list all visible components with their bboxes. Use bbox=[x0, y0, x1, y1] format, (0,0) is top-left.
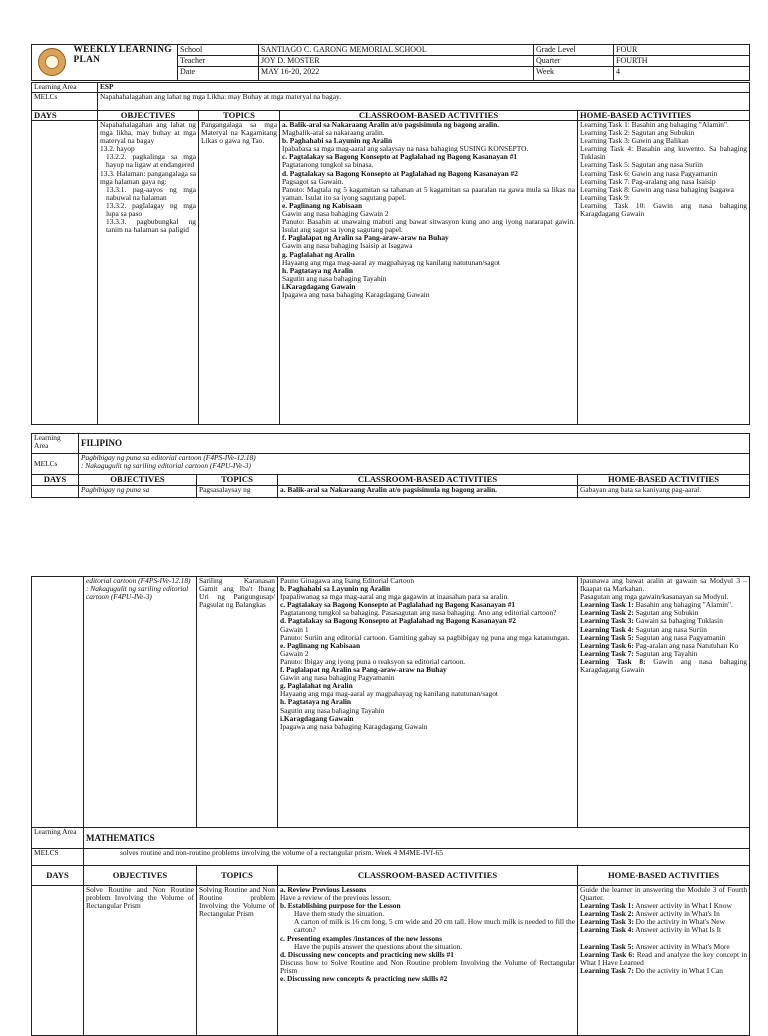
filipino-classroom-line-text: Gawain 2 bbox=[280, 648, 309, 658]
filipino-home-task-text: Ipaunawa ang bawat aralin at gawain sa Modyul 3 – Ikaapat na Markahan. bbox=[580, 576, 747, 594]
date-value: MAY 16-20, 2022 bbox=[259, 67, 534, 81]
esp-objective: Napahahalagahan ang lahat ng mga likha, may buhay at mga materyal na bagay bbox=[100, 120, 196, 146]
esp-objective: 13.2. hayop bbox=[100, 144, 135, 154]
filipino-home-task-label: Learning Task 2: bbox=[580, 608, 634, 618]
math-melc-label: MELCS bbox=[32, 849, 84, 866]
math-home-task bbox=[580, 886, 747, 902]
filipino-home-start: Gabayan ang bata sa kaniyang pag-aaral. bbox=[578, 486, 750, 498]
school-seal-logo bbox=[38, 48, 66, 76]
filipino-area-label: Learning Area bbox=[32, 434, 79, 454]
filipino-home-task-text: Sagutan ang Subukin bbox=[633, 608, 699, 618]
filipino-home-task-text: Pasagutan ang mga gawain/kasanayan sa Modyul. bbox=[580, 592, 729, 602]
math-classroom-line-text: b. Establishing purpose for the Lesson bbox=[280, 901, 401, 911]
filipino-classroom-line-text: c. Pagtalakay sa Bagong Konsepto at Paglalahad ng Bagong Kasanayan #1 bbox=[280, 600, 516, 610]
grade-level-label: Grade Level bbox=[534, 45, 614, 56]
esp-col-home: HOME-BASED ACTIVITIES bbox=[578, 111, 750, 121]
filipino-cont-topics: Sariling Karanasan Gamit ang Iba't Ibang Uri ng Pangungusap/ Pagsulat ng Balangkas bbox=[197, 577, 278, 828]
filipino-cont-classroom bbox=[278, 577, 578, 828]
filipino-classroom-line-text: Gawin ang nasa bahaging Pagyamanin bbox=[280, 673, 395, 683]
math-classroom-line bbox=[280, 975, 575, 983]
esp-classroom-line-text: i.Karagdagang Gawain bbox=[282, 281, 356, 291]
math-home-task-label: Learning Task 1: bbox=[580, 901, 634, 911]
esp-home-task: Learning Task 7: Pag-aralang ang nasa Isaisip bbox=[580, 176, 716, 186]
math-col-days: DAYS bbox=[32, 866, 84, 886]
esp-classroom-line-text: Hayaang ang mga mag-aaral ay magpahayag ng kanilang natutunan/sagot bbox=[282, 257, 500, 267]
esp-days-cell bbox=[32, 121, 98, 425]
math-home-task-label: Learning Task 6: bbox=[580, 949, 635, 959]
math-home-task-label: Learning Task 2: bbox=[580, 909, 634, 919]
math-classroom-line-text: a. Review Previous Lessons bbox=[280, 885, 367, 894]
math-home-task bbox=[580, 926, 747, 934]
filipino-home-task-label: Learning Task 1: bbox=[580, 600, 634, 610]
math-home-task-text: Answer activity in What's In bbox=[633, 909, 720, 919]
filipino-classroom-line-text: Panuto: Ibigay ang iyong puna o reaksyon sa editorial cartoon. bbox=[280, 656, 466, 666]
filipino-melc-2: : Nakagugulit ng sariling editorial cartoon (F4PU-IVe-3) bbox=[81, 461, 251, 471]
math-col-home: HOME-BASED ACTIVITIES bbox=[578, 866, 750, 886]
filipino-objective-start: Pagbibigay ng puna sa bbox=[79, 486, 197, 498]
esp-classroom-line bbox=[282, 291, 575, 299]
math-col-classroom: CLASSROOM-BASED ACTIVITIES bbox=[278, 866, 578, 886]
esp-home-task: Learning Task 1: Basahin ang bahaging "Alamin". bbox=[580, 120, 729, 129]
filipino-home-task-text: Sagutan ang nasa Suriin bbox=[633, 624, 707, 634]
esp-area-label: Learning Area bbox=[32, 83, 98, 93]
esp-classroom-line-text: f. Paglalapat ng Aralin sa Pang-araw-araw na Buhay bbox=[282, 233, 449, 243]
filipino-table bbox=[31, 433, 750, 498]
esp-objective: 13.3. Halaman: pangangalaga sa mga halaman gaya ng: bbox=[100, 168, 196, 186]
math-area-name: MATHEMATICS bbox=[84, 828, 750, 849]
esp-objective: 13.3.1. pag-aayos ng mga nabuwal na halaman bbox=[106, 184, 196, 202]
math-col-objectives: OBJECTIVES bbox=[84, 866, 197, 886]
plan-title: WEEKLY LEARNING PLAN bbox=[72, 45, 178, 81]
filipino-home-task-label: Learning Task 8: bbox=[580, 656, 646, 666]
filipino-home-task-text: Pag-aralan ang nasa Natutuhan Ko bbox=[633, 640, 739, 650]
esp-classroom-line bbox=[282, 218, 575, 234]
esp-classroom-line-text: Magbalik-aral sa nakaraang aralin. bbox=[282, 128, 385, 138]
filipino-melc-cell bbox=[79, 454, 750, 475]
math-topics-cell: Solving Routine and Non Routine problem Involving the Volume of Rectangular Prism bbox=[197, 886, 278, 1036]
math-classroom-line-text: Have the pupils answer the questions about the situation. bbox=[294, 941, 463, 951]
filipino-home-task-label: Learning Task 6: bbox=[580, 640, 634, 650]
esp-classroom-line-text: Panuto: Basahin at unawaing mabuti ang bawat sitwasyon kung ano ang iyong nararapat gawin. Isulat ang sagot sa iyong sagutang papel. bbox=[282, 217, 575, 235]
school-label: School bbox=[178, 45, 259, 56]
esp-classroom-line-text: h. Pagtataya ng Aralin bbox=[282, 265, 354, 275]
math-classroom-line-text: Discuss how to Solve Routine and Non Routine problem Involving the Volume of Rectangular Prism bbox=[280, 957, 575, 975]
esp-objective: 13.2.2. pagkalinga sa mga hayop na ligaw at endangered bbox=[106, 152, 196, 170]
teacher-value: JOY D. MOSTER bbox=[259, 56, 534, 67]
math-classroom-line-text: e. Discussing new concepts & practicing new skills #2 bbox=[280, 974, 448, 984]
filipino-classroom-line-text: Pagtatanong tungkol sa bahaging. Pasasagutan ang nasa bahaging. Ano ang editorial cartoon? bbox=[280, 608, 557, 618]
esp-col-topics: TOPICS bbox=[199, 111, 280, 121]
filipino-classroom-line-text: Ipagawa ang nasa bahaging Karagdagang Gawain bbox=[280, 721, 428, 731]
filipino-classroom-start: a. Balik-aral sa Nakaraang Aralin at/o pagsisimula ng bagong aralin. bbox=[278, 486, 578, 498]
esp-classroom-cell bbox=[280, 121, 578, 425]
filipino-classroom-line-text: Panuto: Suriin ang editorial cartoon. Gamiting gabay sa pagbibigay ng puna ang mga katanungan. bbox=[280, 632, 570, 642]
filipino-col-topics: TOPICS bbox=[197, 475, 278, 486]
math-classroom-line-text: c. Presenting examples /instances of the new lessons bbox=[280, 933, 443, 943]
esp-home-task: Learning Task 9: bbox=[580, 192, 630, 202]
filipino-home-task-text: Gawin ang nasa bahaging Karagdagang Gawain bbox=[580, 656, 747, 675]
math-classroom-line-text: Have them study the situation. bbox=[294, 909, 385, 919]
esp-area-name: ESP bbox=[98, 83, 750, 93]
esp-home-task: Learning Task 2: Sagutan ang Subukin bbox=[580, 128, 695, 138]
filipino-home-task-label: Learning Task 7: bbox=[580, 648, 634, 658]
math-objectives-cell: Solve Routine and Non Routine problem Involving the Volume of Rectangular Prism bbox=[84, 886, 197, 1036]
filipino-area-name: FILIPINO bbox=[79, 434, 750, 454]
math-home-task-text: Answer activity in What's More bbox=[633, 941, 730, 951]
filipino-home-task-text: Sagutan ang nasa Pagyamanin bbox=[633, 632, 726, 642]
math-col-topics: TOPICS bbox=[197, 866, 278, 886]
filipino-classroom-line-text: e. Paglinang ng Kabisaan bbox=[280, 640, 361, 650]
math-melc-text: solves routine and non-routine problems involving the volume of a rectangular prism. Week 4 M4ME-IVf-65 bbox=[84, 849, 750, 866]
math-home-task-text: Do the activity in What I Can bbox=[633, 965, 723, 975]
filipino-classroom-line-text: Sagutin ang nasa bahaging Tayahin bbox=[280, 705, 385, 715]
header-table bbox=[31, 44, 750, 81]
esp-classroom-line-text: Sagutin ang nasa bahaging Tayahin bbox=[282, 273, 387, 283]
esp-melc-text: Napahahalagahan ang lahat ng mga Likha: may Buhay at mga materyal na bagay. bbox=[98, 93, 750, 111]
esp-col-objectives: OBJECTIVES bbox=[98, 111, 199, 121]
math-home-task-text: Do the activity in What's New bbox=[633, 917, 725, 927]
math-home-task bbox=[580, 951, 747, 967]
math-home-task-label: Learning Task 7: bbox=[580, 965, 634, 975]
week-label: Week bbox=[534, 67, 614, 81]
quarter-value: FOURTH bbox=[614, 56, 750, 67]
esp-topics-cell: Pangangalaga sa mga Materyal na Kagamitang Likas o gawa ng Tao. bbox=[199, 121, 280, 425]
esp-classroom-line-text: Gawin ang nasa bahaging Isaisip at Isagawa bbox=[282, 241, 413, 251]
esp-classroom-line-text: Pagtatanong tungkol sa binasa. bbox=[282, 160, 374, 170]
filipino-classroom-line-text: Hayaang ang mga mag-aaral ay magpahayag ng kanilang natutunan/sagot bbox=[280, 689, 498, 699]
filipino-col-home: HOME-BASED ACTIVITIES bbox=[578, 475, 750, 486]
esp-home-task: Learning Task 5: Sagutan ang nasa Suriin bbox=[580, 160, 703, 170]
math-classroom-line bbox=[280, 959, 575, 975]
filipino-classroom-line-text: Ipapaliwanag sa mga mag-aaral ang mga gagawin at inaasahan para sa aralin. bbox=[280, 592, 510, 602]
filipino-classroom-line bbox=[280, 723, 575, 731]
filipino-home-task-text: Basahin ang bahaging "Alamin". bbox=[633, 600, 733, 610]
filipino-classroom-line-text: Pauno Ginagawa ang Isang Editorial Cartoon bbox=[280, 576, 415, 585]
math-classroom-line bbox=[280, 918, 575, 934]
math-area-label: Learning Area bbox=[32, 828, 84, 849]
math-home-task bbox=[580, 967, 747, 975]
math-home-task-text: Guide the learner in answering the Module 3 of Fourth Quarter. bbox=[580, 885, 748, 903]
filipino-home-task bbox=[580, 577, 747, 593]
esp-classroom-line-text: d. Pagtalakay sa Bagong Konsepto at Paglalahad ng Bagong Kasanayan #2 bbox=[282, 168, 518, 178]
esp-objectives-cell bbox=[98, 121, 199, 425]
math-days-cell bbox=[32, 886, 84, 1036]
math-home-task-text: Answer activity in What I Know bbox=[633, 901, 732, 911]
esp-home-task: Learning Task 6: Gawin ang nasa Pagyamanin bbox=[580, 168, 718, 178]
math-home-task-label: Learning Task 3: bbox=[580, 917, 634, 927]
math-classroom-line-text: Have a review of the previous lesson. bbox=[280, 893, 392, 903]
filipino-days-cell bbox=[32, 486, 79, 498]
esp-classroom-line-text: g. Paglalahat ng Aralin bbox=[282, 249, 355, 259]
week-value: 4 bbox=[614, 67, 750, 81]
math-home-cell bbox=[578, 886, 750, 1036]
filipino-classroom-line-text: g. Paglalahat ng Aralin bbox=[280, 681, 353, 691]
esp-classroom-line-text: Pagsagot sa Gawain. bbox=[282, 176, 344, 186]
math-table bbox=[31, 827, 750, 1036]
filipino-classroom-line-text: d. Pagtalakay sa Bagong Konsepto at Paglalahad ng Bagong Kasanayan #2 bbox=[280, 616, 516, 626]
filipino-col-objectives: OBJECTIVES bbox=[79, 475, 197, 486]
math-classroom-cell bbox=[278, 886, 578, 1036]
esp-classroom-line-text: Gawin ang nasa bahaging Gawain 2 bbox=[282, 209, 389, 219]
math-home-task-label: Learning Task 5: bbox=[580, 941, 634, 951]
esp-home-task: Learning Task 3: Gawin ang Balikan bbox=[580, 136, 689, 146]
esp-classroom-line bbox=[282, 186, 575, 202]
esp-classroom-line-text: c. Pagtalakay sa Bagong Konsepto at Paglalahad ng Bagong Kasanayan #1 bbox=[282, 152, 518, 162]
filipino-col-classroom: CLASSROOM-BASED ACTIVITIES bbox=[278, 475, 578, 486]
esp-classroom-line-text: Panuto: Magtala ng 5 kagamitan sa tahanan at 5 kagamitan sa paaralan na gawa mula sa likas na yaman. Isulat ito sa iyong sagutang papel. bbox=[282, 184, 575, 202]
esp-classroom-line-text: Ipagawa ang nasa bahaging Karagdagang Gawain bbox=[282, 289, 430, 299]
math-home-task-text: Read and analyze the key concept in What I Have Learned bbox=[580, 949, 748, 967]
school-value: SANTIAGO C. GARONG MEMORIAL SCHOOL bbox=[259, 45, 534, 56]
filipino-home-task bbox=[580, 658, 747, 674]
filipino-home-task-text: Sagutan ang Tayahin bbox=[633, 648, 698, 658]
filipino-cont-days bbox=[32, 577, 84, 828]
filipino-classroom-line-text: b. Paghahabi sa Layunin ng Aralin bbox=[280, 584, 391, 594]
esp-melc-label: MELCs bbox=[32, 93, 98, 111]
filipino-cont-objectives: editorial cartoon (F4PS-IVe-12.18) : Nakagugulit ng sariling editorial cartoon (F4PU-IVe-3) bbox=[84, 577, 197, 828]
teacher-label: Teacher bbox=[178, 56, 259, 67]
esp-classroom-line-text: b. Paghahabi sa Layunin ng Aralin bbox=[282, 136, 393, 146]
filipino-home-task-label: Learning Task 4: bbox=[580, 624, 634, 634]
esp-classroom-line-text: a. Balik-aral sa Nakaraang Aralin at/o pagsisimula ng bagong aralin. bbox=[282, 120, 500, 129]
math-classroom-line-text: d. Discussing new concepts and practicing new skills #1 bbox=[280, 949, 454, 959]
esp-classroom-line-text: Ipababasa sa mga mag-aaral ang salaysay na nasa bahaging SUSING KONSEPTO. bbox=[282, 144, 529, 154]
filipino-classroom-line bbox=[280, 617, 575, 625]
filipino-continuation-table bbox=[31, 576, 750, 828]
school-logo-cell bbox=[32, 45, 72, 81]
date-label: Date bbox=[178, 67, 259, 81]
filipino-topic-start: Pagsasalaysay ng bbox=[197, 486, 278, 498]
esp-home-task: Learning Task 8: Gawin ang nasa bahaging Isagawa bbox=[580, 184, 734, 194]
math-home-task-label: Learning Task 4: bbox=[580, 925, 634, 935]
filipino-classroom-line-text: h. Pagtataya ng Aralin bbox=[280, 697, 352, 707]
esp-home-task: Learning Task 4: Basahin ang kuwento. Sa bahaging Tuklasin bbox=[580, 144, 747, 162]
filipino-col-days: DAYS bbox=[32, 475, 79, 486]
esp-home-cell bbox=[578, 121, 750, 425]
esp-classroom-line-text: e. Paglinang ng Kabisaan bbox=[282, 200, 363, 210]
esp-objective: 13.3.3. pagbubungkal ng tanim na halaman sa paligid bbox=[106, 217, 196, 235]
filipino-cont-home bbox=[578, 577, 750, 828]
esp-col-days: DAYS bbox=[32, 111, 98, 121]
filipino-classroom-line-text: Gawain 1 bbox=[280, 624, 309, 634]
filipino-classroom-line-text: i.Karagdagang Gawain bbox=[280, 713, 354, 723]
filipino-classroom-line bbox=[280, 642, 575, 650]
filipino-classroom-line-text: f. Paglalapat ng Aralin sa Pang-araw-araw na Buhay bbox=[280, 665, 447, 675]
esp-table bbox=[31, 82, 750, 425]
filipino-home-task-label: Learning Task 3: bbox=[580, 616, 634, 626]
filipino-home-task-text: Gawain sa bahaging Tuklasin bbox=[633, 616, 723, 626]
esp-objective: 13.3.2. paglalagay ng mga lupa sa paso bbox=[106, 200, 196, 219]
filipino-home-task-label: Learning Task 5: bbox=[580, 632, 634, 642]
math-home-task-text: Answer activity in What Is It bbox=[633, 925, 722, 935]
math-classroom-line-text: A carton of milk is 16 cm long, 5 cm wide and 20 cm tall. How much milk is needed to fill the carton? bbox=[294, 917, 575, 935]
esp-home-task: Learning Task 10: Gawin ang nasa bahaging Karagdagang Gawain bbox=[580, 200, 747, 219]
esp-col-classroom: CLASSROOM-BASED ACTIVITIES bbox=[280, 111, 578, 121]
filipino-melc-1: Pagbibigay ng puna sa editorial cartoon (F4PS-IVe-12.18) bbox=[81, 453, 256, 462]
grade-level-value: FOUR bbox=[614, 45, 750, 56]
quarter-label: Quarter bbox=[534, 56, 614, 67]
filipino-melc-label: MELCs bbox=[32, 454, 79, 475]
